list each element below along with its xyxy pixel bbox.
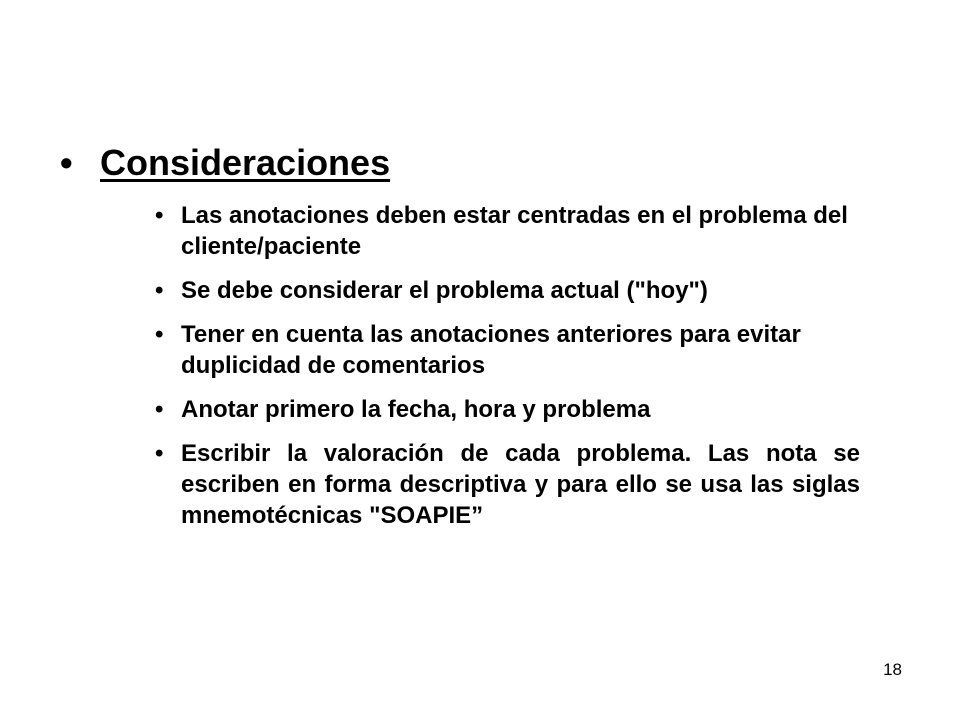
- list-item: [155, 200, 860, 262]
- list-item: [155, 394, 860, 425]
- bullet-icon: •: [155, 396, 164, 423]
- bullet-icon: •: [155, 277, 164, 304]
- heading-row: [60, 142, 390, 184]
- list-item-text: Tener en cuenta las anotaciones anteriores para evitar duplicidad de comentarios: [181, 321, 801, 379]
- page-number: 18: [883, 660, 902, 679]
- heading-title: Consideraciones: [100, 142, 391, 183]
- list-item-text: Escribir la valoración de cada problema. Las nota se escriben en forma descriptiva y para ello se usa las siglas mnemotécnicas "SOAPIE”: [181, 440, 860, 529]
- heading-bullet: •: [60, 142, 73, 183]
- list-item-text: Las anotaciones deben estar centradas en el problema del cliente/paciente: [181, 202, 848, 260]
- bullet-list: [155, 200, 860, 544]
- bullet-icon: •: [155, 321, 164, 348]
- list-item: [155, 319, 860, 381]
- list-item-text: Se debe considerar el problema actual ("hoy"): [181, 277, 708, 304]
- bullet-icon: •: [155, 440, 164, 467]
- list-item: [155, 275, 860, 306]
- list-item-text: Anotar primero la fecha, hora y problema: [181, 396, 651, 423]
- bullet-icon: •: [155, 202, 164, 229]
- list-item: [155, 438, 860, 531]
